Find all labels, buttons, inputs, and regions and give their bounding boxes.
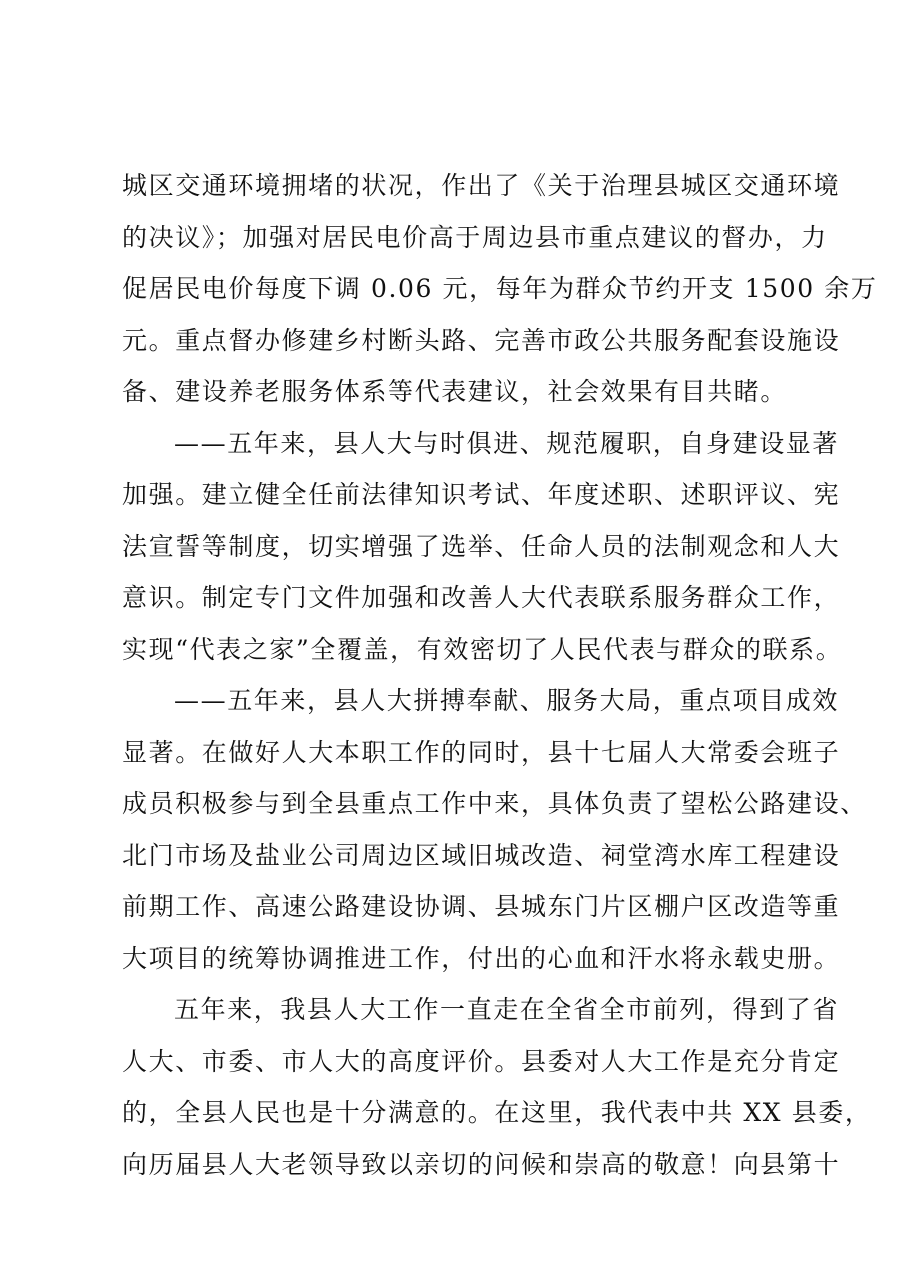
text-line: 北门市场及盐业公司周边区域旧城改造、祠堂湾水库工程建设 — [122, 840, 841, 870]
text-line: 向历届县人大老领导致以亲切的问候和崇高的敬意！向县第十 — [122, 1149, 841, 1179]
text-line: 的决议》；加强对居民电价高于周边县市重点建议的督办，力 — [122, 222, 828, 252]
paragraph-start-line: 五年来，我县人大工作一直走在全省全市前列，得到了省 — [174, 995, 840, 1024]
text-line: 实现“代表之家”全覆盖，有效密切了人民代表与群众的联系。 — [122, 634, 843, 664]
text-line: 的，全县人民也是十分满意的。在这里，我代表中共 XX 县委， — [122, 1098, 872, 1127]
text-line: 加强。建立健全任前法律知识考试、年度述职、述职评议、宪 — [122, 480, 841, 509]
text-line: 大项目的统筹协调推进工作，付出的心血和汗水将永载史册。 — [122, 943, 841, 973]
paragraph-start-line: ——五年来，县人大拼搏奉献、服务大局，重点项目成效 — [174, 686, 840, 715]
text-line: 显著。在做好人大本职工作的同时，县十七届人大常委会班子 — [122, 737, 841, 767]
text-line: 城区交通环境拥堵的状况，作出了《关于治理县城区交通环境 — [122, 171, 841, 200]
text-line: 意识。制定专门文件加强和改善人大代表联系服务群众工作， — [122, 583, 841, 612]
document-body — [122, 160, 878, 1190]
paragraph-start-line: ——五年来，县人大与时俱进、规范履职，自身建设显著 — [174, 428, 840, 458]
text-line: 元。重点督办修建乡村断头路、完善市政公共服务配套设施设 — [122, 325, 841, 355]
text-line: 人大、市委、市人大的高度评价。县委对人大工作是充分肯定 — [122, 1046, 841, 1076]
text-line: 成员积极参与到全县重点工作中来，具体负责了望松公路建设、 — [122, 789, 867, 818]
text-line: 前期工作、高速公路建设协调、县城东门片区棚户区改造等重 — [122, 892, 841, 921]
text-line: 法宣誓等制度，切实增强了选举、任命人员的法制观念和人大 — [122, 531, 841, 561]
text-line: 备、建设养老服务体系等代表建议，社会效果有目共睹。 — [122, 377, 788, 406]
text-line: 促居民电价每度下调 0.06 元，每年为群众节约开支 1500 余万 — [122, 274, 878, 303]
